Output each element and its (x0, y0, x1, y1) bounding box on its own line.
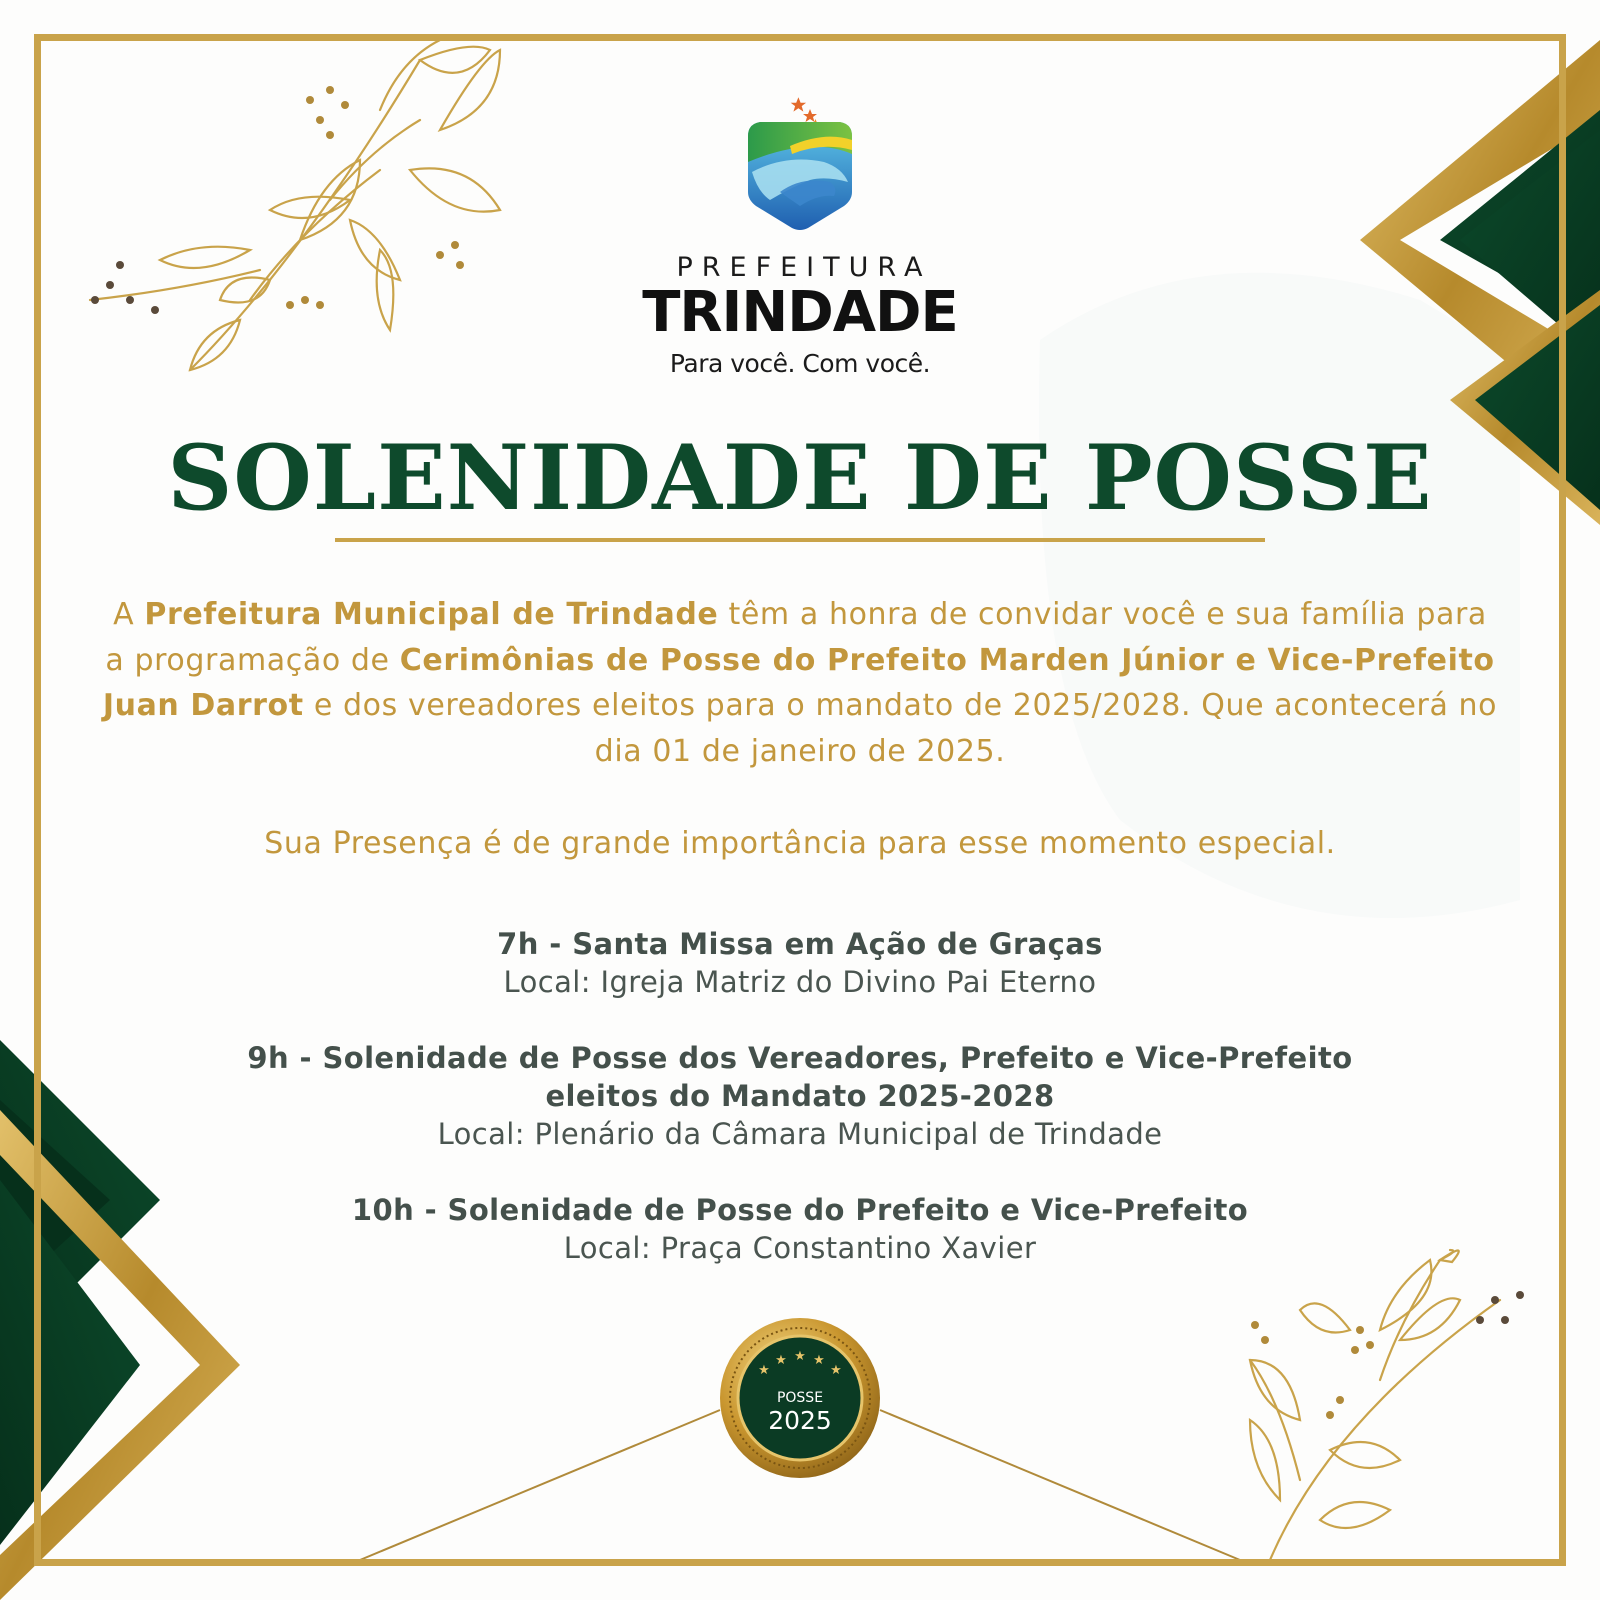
logo-prefeitura-text: PREFEITURA (676, 252, 932, 283)
schedule-item (100, 925, 1500, 1001)
invite-pre: A (113, 597, 145, 632)
prefeitura-logo (640, 96, 960, 378)
svg-text:★: ★ (758, 1363, 770, 1378)
invite-end: e dos vereadores eleitos para o mandato de 2025/2028. Que acontecerá no dia 01 de janeiro de 2025. (303, 688, 1498, 769)
svg-text:★: ★ (813, 1353, 825, 1368)
schedule-item-title: 10h - Solenidade de Posse do Prefeito e Vice-Prefeito (351, 1193, 1249, 1227)
schedule-list (100, 925, 1500, 1305)
schedule-item-title: 7h - Santa Missa em Ação de Graças (497, 927, 1103, 961)
invite-mid: têm a honra de convidar você e sua família para a programação de (105, 597, 1487, 678)
handshake-hexagon-logo-icon (730, 96, 870, 236)
logo-trindade-text: TRINDADE (642, 280, 958, 345)
schedule-item (100, 1191, 1500, 1267)
schedule-item-local: Local: Plenário da Câmara Municipal de Trindade (437, 1117, 1163, 1151)
presence-text: Sua Presença é de grande importância para esse momento especial. (264, 826, 1336, 861)
schedule-item-local: Local: Praça Constantino Xavier (563, 1231, 1037, 1265)
invitation-paragraph (100, 592, 1500, 774)
svg-text:★: ★ (830, 1363, 842, 1378)
logo-slogan: Para você. Com você. (669, 349, 931, 378)
posse-2025-seal (718, 1316, 882, 1480)
schedule-item-title: 9h - Solenidade de Posse dos Vereadores, Prefeito e Vice-Prefeito eleitos do Mandato 2025-2028 (247, 1041, 1353, 1113)
invite-org-name: Prefeitura Municipal de Trindade (144, 597, 719, 632)
title-underline (335, 538, 1265, 542)
schedule-item-local: Local: Igreja Matriz do Divino Pai Eterno (503, 965, 1097, 999)
invite-ceremony-name: Cerimônias de Posse do Prefeito Marden Júnior e Vice-Prefeito Juan Darrot (102, 642, 1495, 723)
seal-year: 2025 (768, 1406, 832, 1435)
schedule-item (100, 1039, 1500, 1153)
page-title: SOLENIDADE DE POSSE (167, 425, 1433, 531)
seal-label: POSSE (776, 1390, 824, 1406)
svg-text:★: ★ (794, 1349, 806, 1364)
svg-text:★: ★ (775, 1353, 787, 1368)
